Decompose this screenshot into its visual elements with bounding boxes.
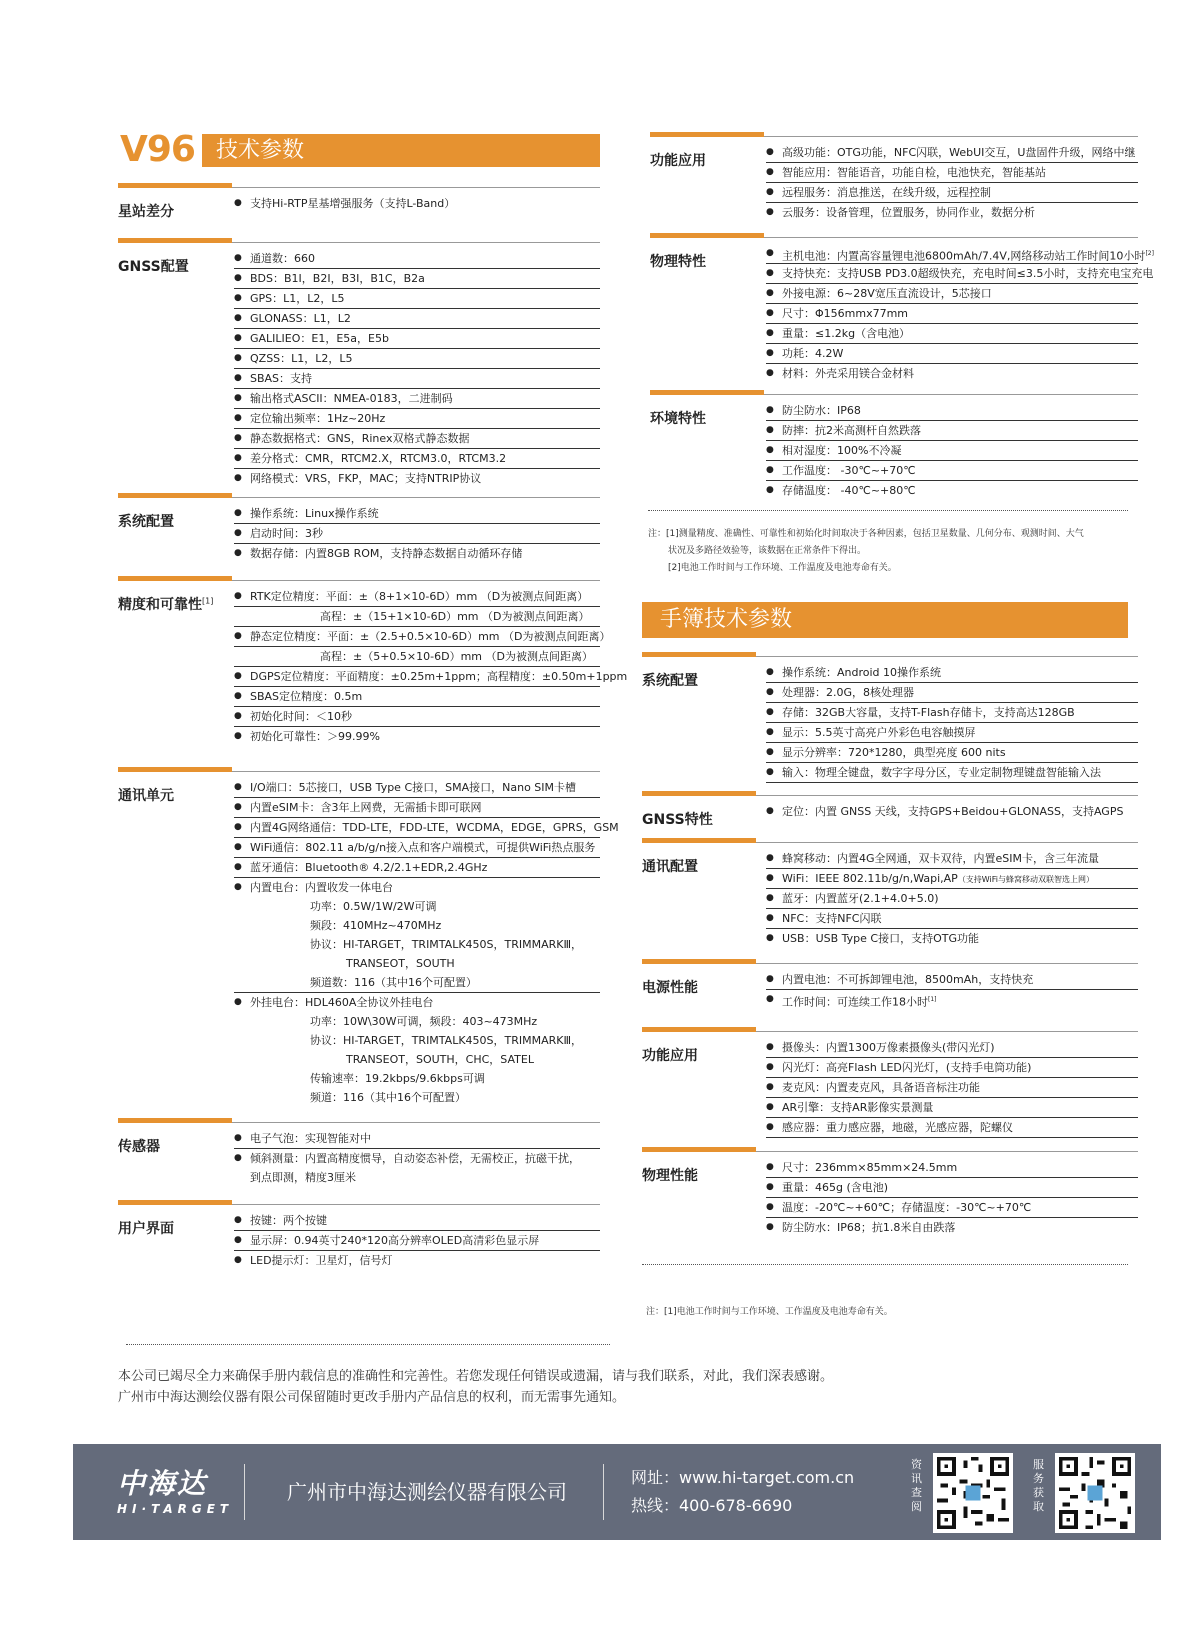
spec-item-text: 存储温度： -40℃~+80℃: [782, 484, 916, 497]
spec-item: [234, 627, 611, 647]
section-title-text: 物理性能: [642, 1168, 698, 1184]
spec-item-text: 尺寸：Φ156mmx77mm: [782, 307, 909, 320]
logo-english: HI·TARGET: [117, 1502, 234, 1516]
spec-item-text: 定位输出频率：1Hz~20Hz: [250, 412, 386, 425]
spec-item-text: 内置4G网络通信：TDD-LTE，FDD-LTE，WCDMA，EDGE，GPRS，GSM: [250, 821, 619, 834]
spec-item-text: AR引擎：支持AR影像实景测量: [782, 1101, 934, 1114]
spec-item-text: 功耗：4.2W: [782, 347, 844, 360]
spec-item: [234, 707, 600, 727]
section-rule: [756, 1031, 1138, 1032]
spec-item: [234, 607, 600, 627]
spec-item-text: 数据存储：内置8GB ROM，支持静态数据自动循环存储: [250, 547, 523, 560]
section-title-text: GNSS配置: [118, 259, 189, 275]
note-line-3: [2]电池工作时间与工作环境、工作温度及电池寿命有关。: [668, 563, 897, 573]
spec-item-text: 处理器：2.0G，8核处理器: [782, 686, 915, 699]
spec-item: [234, 429, 600, 449]
spec-item: [766, 869, 1138, 889]
spec-item-text: 定位：内置 GNSS 天线，支持GPS+Beidou+GLONASS，支持AGPS: [782, 805, 1124, 818]
section-rule: [756, 842, 1138, 843]
section-rule: [756, 795, 1138, 796]
website-link[interactable]: 网址：www.hi-target.com.cn: [631, 1468, 855, 1487]
spec-item: [234, 194, 600, 213]
spec-list: [234, 194, 600, 213]
spec-subline: 频道数：116（其中16个可配置）: [310, 976, 477, 989]
section-rule: [232, 187, 600, 188]
spec-item: [234, 727, 600, 746]
spec-item: [766, 929, 1138, 948]
note-divider: [648, 510, 1128, 511]
spec-item: [234, 269, 600, 289]
company-name: 广州市中海达测绘仪器有限公司: [287, 1480, 567, 1504]
spec-item: [234, 1149, 600, 1187]
spec-item-text: 显示分辨率：720*1280，典型亮度 600 nits: [782, 746, 1006, 759]
spec-item-text: WiFi：IEEE 802.11b/g/n,Wapi,AP: [782, 872, 958, 885]
spec-item: [234, 249, 600, 269]
spec-item-text: 蜂窝移动：内置4G全网通，双卡双待，内置eSIM卡，含三年流量: [782, 852, 1100, 865]
section-accent-bar: [642, 652, 756, 657]
section-rule: [232, 580, 600, 581]
spec-list: [234, 1211, 600, 1270]
section-rule: [232, 1122, 600, 1123]
spec-item: [234, 798, 600, 818]
spec-item-text: GPS：L1，L2，L5: [250, 292, 345, 305]
section-title-text: 传感器: [118, 1139, 160, 1155]
spec-list: [234, 778, 619, 1107]
section-accent-bar: [118, 767, 232, 772]
spec-item: [766, 244, 1154, 264]
spec-item-text: 内置eSIM卡：含3年上网费，无需插卡即可联网: [250, 801, 482, 814]
spec-item: [234, 858, 600, 878]
section-title: [118, 511, 174, 531]
section-title: [650, 408, 706, 428]
section-accent-bar: [118, 493, 232, 498]
spec-item-text: 防摔：抗2米高测杆自然跌落: [782, 424, 921, 437]
spec-item: [766, 763, 1138, 783]
spec-item-text: 外接电源：6~28V宽压直流设计，5芯接口: [782, 287, 992, 300]
footer: [73, 1444, 1161, 1540]
spec-item-text: 操作系统：Linux操作系统: [250, 507, 379, 520]
spec-item-text: 输出格式ASCII：NMEA-0183，二进制码: [250, 392, 453, 405]
spec-item: [766, 909, 1138, 929]
spec-item-text: 显示：5.5英寸高亮户外彩色电容触摸屏: [782, 726, 976, 739]
spec-item-text: 工作时间：可连续工作18小时: [782, 995, 928, 1009]
section-accent-bar: [118, 238, 232, 243]
spec-item: [234, 1251, 600, 1270]
section-accent-bar: [118, 1200, 232, 1205]
section-rule: [764, 394, 1138, 395]
page-title: [120, 130, 600, 170]
hotline: 热线：400-678-6690: [631, 1496, 793, 1515]
spec-item-text: 重量：465g (含电池): [782, 1181, 889, 1194]
spec-item-text: 差分格式：CMR，RTCM2.X，RTCM3.0，RTCM3.2: [250, 452, 507, 465]
spec-item: [766, 324, 1138, 344]
spec-item: [234, 778, 600, 798]
section-accent-bar: [642, 791, 756, 796]
spec-item: [234, 1211, 600, 1231]
spec-item-text: RTK定位精度：平面：±（8+1×10-6D）mm （D为被测点间距离）: [250, 590, 589, 603]
section-title-text: 系统配置: [118, 514, 174, 530]
qr-code-icon[interactable]: [933, 1453, 1013, 1533]
spec-item: [766, 163, 1138, 183]
spec-item-text: 相对湿度：100%不冷凝: [782, 444, 902, 457]
section-title-text: 物理特性: [650, 254, 706, 270]
spec-item: [766, 743, 1138, 763]
spec-list: [766, 663, 1138, 783]
note-line-1: 注：[1]测量精度、准确性、可靠性和初始化时间取决于各种因素，包括卫星数量、几何分布、观测时间、大气: [648, 529, 1084, 539]
handheld-note: 注：[1]电池工作时间与工作环境、工作温度及电池寿命有关。: [646, 1307, 893, 1317]
section-title: [642, 1165, 698, 1185]
spec-item-text: 高级功能：OTG功能，NFC闪联，WebUI交互，U盘固件升级，网络中继: [782, 146, 1136, 159]
spec-item-text: 电子气泡：实现智能对中: [250, 1132, 371, 1145]
spec-item-text: 远程服务：消息推送，在线升级，远程控制: [782, 186, 991, 199]
spec-item: [766, 183, 1138, 203]
qr1-label: 资讯查阅: [911, 1458, 922, 1513]
spec-item: [766, 1198, 1138, 1218]
spec-item: [766, 461, 1138, 481]
spec-list: [766, 1158, 1138, 1237]
spec-item-text: 感应器：重力感应器，地磁，光感应器，陀螺仪: [782, 1121, 1013, 1134]
section-title: [118, 594, 213, 614]
spec-item: [766, 481, 1138, 500]
spec-item: [766, 1078, 1138, 1098]
spec-item-text: NFC：支持NFC闪联: [782, 912, 882, 925]
qr-code-icon[interactable]: [1055, 1453, 1135, 1533]
spec-item: [234, 587, 600, 607]
spec-item: [766, 1218, 1138, 1237]
contact-info: [631, 1464, 854, 1520]
spec-item-text: 支持Hi-RTP星基增强服务（支持L-Band）: [250, 197, 456, 210]
spec-subline: 协议：HI-TARGET，TRIMTALK450S，TRIMMARKⅢ，: [310, 1034, 583, 1047]
section-title-text: 功能应用: [642, 1048, 698, 1064]
spec-item: [234, 838, 600, 858]
spec-item: [766, 889, 1138, 909]
footer-separator: [244, 1464, 245, 1520]
spec-list: [234, 587, 628, 746]
spec-list: [766, 849, 1138, 948]
spec-list: [766, 143, 1138, 222]
spec-subline: 协议：HI-TARGET，TRIMTALK450S，TRIMMARKⅢ，: [310, 938, 583, 951]
spec-item-text: 云服务：设备管理，位置服务，协同作业，数据分析: [782, 206, 1035, 219]
spec-item-text: 闪光灯：高亮Flash LED闪光灯，(支持手电筒功能): [782, 1061, 1032, 1074]
spec-item: [766, 970, 1138, 990]
section-rule: [756, 963, 1138, 964]
main-note: [648, 526, 1138, 577]
spec-item: [766, 364, 1138, 383]
spec-item: [234, 449, 600, 469]
spec-item: [234, 469, 600, 488]
spec-item: [234, 878, 600, 993]
spec-item: [234, 667, 628, 687]
section-accent-bar: [650, 233, 764, 238]
spec-item-text: 摄像头：内置1300万像素摄像头(带闪光灯): [782, 1041, 995, 1054]
spec-item: [766, 344, 1138, 364]
spec-item-text: 网络模式：VRS，FKP，MAC；支持NTRIP协议: [250, 472, 482, 485]
spec-item-text: 尺寸：236mm×85mm×24.5mm: [782, 1161, 958, 1174]
handheld-title: 手簿技术参数: [642, 602, 1128, 638]
handheld-note-divider: [642, 1264, 1128, 1265]
page-divider: [126, 1344, 610, 1345]
spec-item-note: （支持WiFi与蜂窝移动双联智选上网）: [957, 875, 1095, 884]
spec-item: [766, 401, 1138, 421]
spec-item-text: 工作温度： -30℃~+70℃: [782, 464, 916, 477]
spec-item: [766, 304, 1138, 324]
spec-item-text: SBAS定位精度：0.5m: [250, 690, 363, 703]
spec-item: [234, 524, 600, 544]
spec-item-text: 材料：外壳采用镁合金材料: [782, 367, 914, 380]
spec-item-text: 静态数据格式：GNS，Rinex双格式静态数据: [250, 432, 470, 445]
section-accent-bar: [642, 1027, 756, 1032]
section-title: [650, 150, 706, 170]
spec-subline: 功率：10W\30W可调，频段：403~473MHz: [310, 1015, 538, 1028]
spec-item-text: SBAS：支持: [250, 372, 313, 385]
spec-subline: 到点即测，精度3厘米: [250, 1171, 356, 1184]
spec-item: [766, 284, 1138, 304]
spec-item: [766, 802, 1138, 821]
spec-item-text: 主机电池：内置高容量锂电池6800mAh/7.4V,网络移动站工作时间10小时: [782, 249, 1146, 263]
spec-item: [234, 309, 600, 329]
spec-item-text: I/O端口：5芯接口，USB Type C接口，SMA接口，Nano SIM卡槽: [250, 781, 577, 794]
section-title-text: 精度和可靠性: [118, 597, 202, 613]
section-title-text: 星站差分: [118, 204, 174, 220]
section-rule: [232, 1204, 600, 1205]
spec-subline: 频段：410MHz~470MHz: [310, 919, 442, 932]
spec-item-text: LED提示灯：卫星灯，信号灯: [250, 1254, 393, 1267]
spec-item-text: USB：USB Type C接口，支持OTG功能: [782, 932, 980, 945]
section-title: [642, 809, 713, 829]
section-title: [118, 1218, 174, 1238]
spec-item: [766, 203, 1138, 222]
spec-title: 技术参数: [202, 134, 600, 167]
spec-item: [234, 687, 600, 707]
spec-item: [766, 683, 1138, 703]
section-accent-bar: [650, 390, 764, 395]
spec-item: [766, 723, 1138, 743]
spec-item: [766, 663, 1138, 683]
section-rule: [232, 242, 600, 243]
spec-list: [234, 504, 600, 563]
spec-item-text: 静态定位精度：平面：±（2.5+0.5×10-6D）mm （D为被测点间距离）: [250, 630, 611, 643]
spec-item: [766, 990, 1138, 1009]
spec-item-text: QZSS：L1，L2，L5: [250, 352, 353, 365]
section-rule: [756, 656, 1138, 657]
spec-subline: 频道：116（其中16个可配置）: [310, 1091, 466, 1104]
model-name: V96: [120, 129, 195, 170]
footnote-ref: [1]: [928, 996, 937, 1003]
spec-list: [234, 249, 600, 488]
spec-item-text: 通道数：660: [250, 252, 315, 265]
spec-item-text: 输入：物理全键盘，数字字母分区，专业定制物理键盘智能输入法: [782, 766, 1101, 779]
section-accent-bar: [118, 183, 232, 188]
spec-item: [766, 849, 1138, 869]
section-title: [642, 1045, 698, 1065]
spec-item-text: 防尘防水：IP68；抗1.8米自由跌落: [782, 1221, 956, 1234]
section-accent-bar: [118, 576, 232, 581]
spec-item-text: 高程：±（5+0.5×10-6D）mm （D为被测点间距离）: [320, 650, 593, 663]
spec-item-text: 启动时间：3秒: [250, 527, 323, 540]
section-title-text: 用户界面: [118, 1221, 174, 1237]
spec-item: [766, 421, 1138, 441]
spec-item: [766, 703, 1138, 723]
section-accent-bar: [118, 1118, 232, 1123]
section-title-text: 电源性能: [642, 980, 698, 996]
section-title: [642, 977, 698, 997]
spec-item: [234, 1129, 600, 1149]
footnote-ref: [2]: [1145, 250, 1154, 257]
footnote-ref: [1]: [202, 596, 214, 606]
spec-item-text: 初始化时间：＜10秒: [250, 710, 352, 723]
logo-text: 中海达: [117, 1467, 208, 1500]
spec-item-text: DGPS定位精度：平面精度：±0.25m+1ppm；高程精度：±0.50m+1ppm: [250, 670, 628, 683]
spec-list: [766, 401, 1138, 500]
spec-item-text: 内置电台：内置收发一体电台: [250, 881, 393, 894]
section-rule: [756, 1151, 1138, 1152]
spec-item-text: 存储：32GB大容量，支持T-Flash存储卡，支持高达128GB: [782, 706, 1075, 719]
spec-list: [766, 970, 1138, 1009]
spec-item-text: 支持快充：支持USB PD3.0超级快充，充电时间≤3.5小时，支持充电宝充电: [782, 267, 1154, 280]
spec-item-text: 显示屏：0.94英寸240*120高分辨率OLED高清彩色显示屏: [250, 1234, 540, 1247]
section-title: [650, 251, 706, 271]
spec-subline: TRANSEOT，SOUTH，CHC，SATEL: [346, 1053, 534, 1066]
section-title: [118, 201, 174, 221]
section-title: [642, 856, 698, 876]
spec-item: [766, 143, 1138, 163]
disclaimer-line-1: 本公司已竭尽全力来确保手册内载信息的准确性和完善性。若您发现任何错误或遗漏，请与我们联系，对此，我们深表感谢。: [118, 1369, 834, 1384]
section-title-text: 系统配置: [642, 673, 698, 689]
section-accent-bar: [642, 959, 756, 964]
section-title-text: GNSS特性: [642, 812, 713, 828]
spec-item-text: 操作系统：Android 10操作系统: [782, 666, 942, 679]
spec-list: [766, 1038, 1138, 1138]
spec-item: [766, 264, 1154, 284]
spec-item-text: 按键：两个按键: [250, 1214, 327, 1227]
spec-list: [234, 1129, 600, 1187]
spec-item: [766, 1098, 1138, 1118]
spec-item: [766, 1058, 1138, 1078]
section-rule: [764, 237, 1138, 238]
spec-subline: 功率：0.5W/1W/2W可调: [310, 900, 437, 913]
section-title: [118, 1136, 160, 1156]
spec-item: [766, 1118, 1138, 1138]
spec-item-text: GALILIEO：E1，E5a，E5b: [250, 332, 389, 345]
spec-item-text: WiFi通信：802.11 a/b/g/n接入点和客户端模式，可提供WiFi热点服务: [250, 841, 596, 854]
spec-item: [234, 369, 600, 389]
section-accent-bar: [642, 1147, 756, 1152]
spec-item-text: 麦克风：内置麦克风，具备语音标注功能: [782, 1081, 980, 1094]
spec-item: [234, 389, 600, 409]
spec-item: [234, 329, 600, 349]
section-title: [118, 785, 174, 805]
section-rule: [764, 136, 1138, 137]
section-accent-bar: [650, 132, 764, 137]
spec-item-text: BDS：B1I，B2I，B3I，B1C，B2a: [250, 272, 425, 285]
spec-subline: TRANSEOT，SOUTH: [346, 957, 455, 970]
spec-item: [234, 818, 619, 838]
footer-separator: [603, 1464, 604, 1520]
spec-item: [234, 647, 600, 667]
spec-item: [766, 1178, 1138, 1198]
spec-item: [234, 409, 600, 429]
section-title-text: 功能应用: [650, 153, 706, 169]
spec-item-text: 倾斜测量：内置高精度惯导，自动姿态补偿，无需校正，抗磁干扰，: [250, 1152, 580, 1165]
spec-item-text: 温度：-20℃~+60℃；存储温度：-30℃~+70℃: [782, 1201, 1032, 1214]
disclaimer: [118, 1366, 833, 1408]
spec-item-text: 内置电池：不可拆卸锂电池，8500mAh，支持快充: [782, 973, 1034, 986]
spec-item-text: 蓝牙：内置蓝牙(2.1+4.0+5.0): [782, 892, 939, 905]
spec-subline: 传输速率：19.2kbps/9.6kbps可调: [310, 1072, 485, 1085]
disclaimer-line-2: 广州市中海达测绘仪器有限公司保留随时更改手册内产品信息的权利，而无需事先通知。: [118, 1390, 626, 1405]
section-title-text: 环境特性: [650, 411, 706, 427]
spec-item-text: GLONASS：L1，L2: [250, 312, 351, 325]
spec-item: [766, 1038, 1138, 1058]
spec-item: [766, 441, 1138, 461]
spec-item: [766, 1158, 1138, 1178]
spec-item-text: 高程：±（15+1×10-6D）mm （D为被测点间距离）: [320, 610, 590, 623]
spec-item: [234, 544, 600, 563]
spec-item-text: 防尘防水：IP68: [782, 404, 861, 417]
spec-item-text: 重量：≤1.2kg（含电池）: [782, 327, 911, 340]
spec-item-text: 外挂电台：HDL460A全协议外挂电台: [250, 996, 434, 1009]
spec-item: [234, 993, 600, 1107]
spec-list: [766, 244, 1154, 383]
spec-item: [234, 349, 600, 369]
spec-item-text: 智能应用：智能语音，功能自检，电池快充，智能基站: [782, 166, 1046, 179]
spec-item: [234, 1231, 600, 1251]
qr2-label: 服务获取: [1033, 1458, 1044, 1513]
section-title: [118, 256, 189, 276]
spec-list: [766, 802, 1138, 821]
spec-item: [234, 289, 600, 309]
section-rule: [232, 771, 600, 772]
spec-item-text: 初始化可靠性：＞99.99%: [250, 730, 380, 743]
spec-item-text: 蓝牙通信：Bluetooth® 4.2/2.1+EDR,2.4GHz: [250, 861, 488, 874]
spec-item: [234, 504, 600, 524]
section-rule: [232, 497, 600, 498]
section-title-text: 通讯单元: [118, 788, 174, 804]
section-title-text: 通讯配置: [642, 859, 698, 875]
section-accent-bar: [642, 838, 756, 843]
section-title: [642, 670, 698, 690]
note-line-2: 状况及多路径效验等，该数据在正常条件下得出。: [668, 546, 867, 556]
